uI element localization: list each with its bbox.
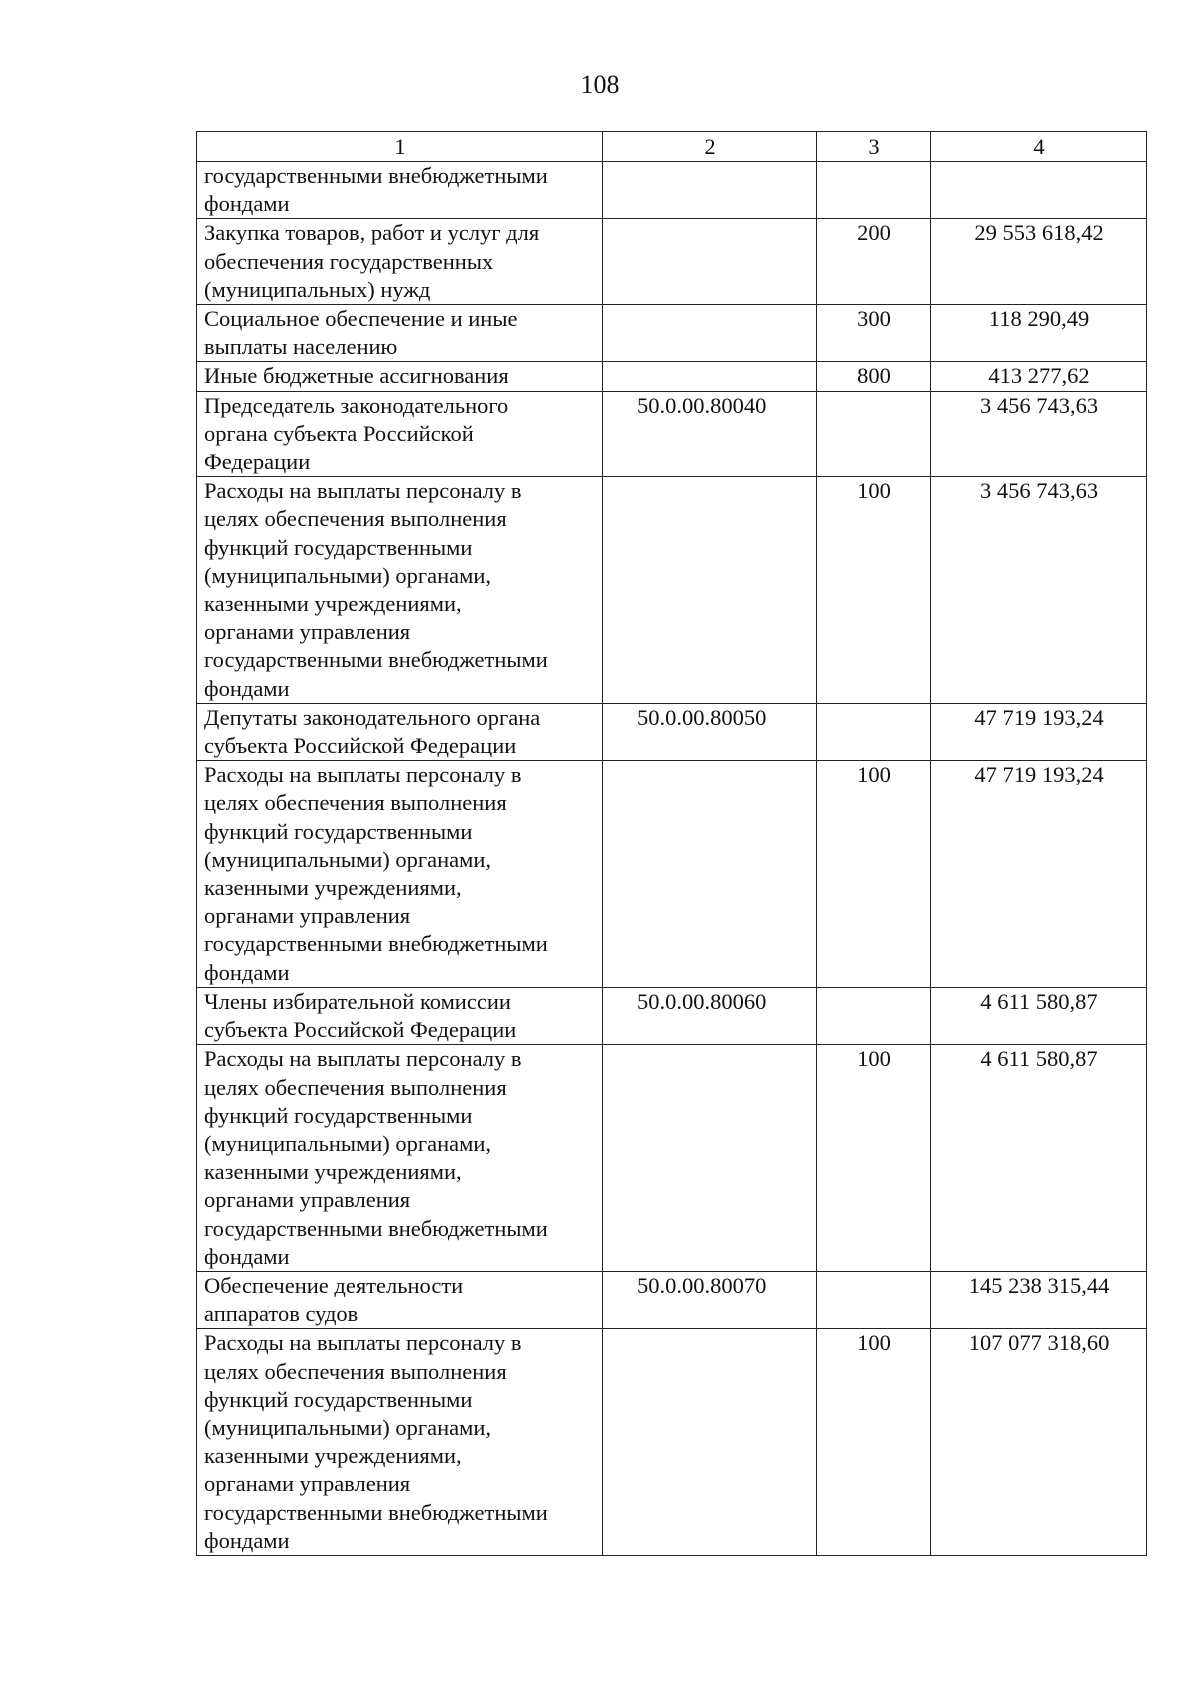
target-code-cell: [603, 219, 817, 305]
expense-type-cell: 300: [817, 305, 931, 362]
table-row: [197, 391, 1147, 477]
amount-cell: 118 290,49: [931, 305, 1147, 362]
target-code-cell: [603, 362, 817, 391]
expense-name-cell: Социальное обеспечение и иные выплаты населению: [197, 305, 603, 362]
table-row: [197, 477, 1147, 704]
target-code-cell: 50.0.00.80070: [603, 1271, 817, 1328]
target-code-cell: 50.0.00.80040: [603, 391, 817, 477]
budget-table: [196, 131, 1147, 1556]
expense-name-cell: Расходы на выплаты персоналу в целях обеспечения выполнения функций государственными (муниципальными) органами, казенными учреждениями, органами управления государственными внебюджетными фондами: [197, 1329, 603, 1556]
expense-type-cell: [817, 1271, 931, 1328]
expense-type-cell: 100: [817, 761, 931, 988]
amount-cell: 47 719 193,24: [931, 761, 1147, 988]
expense-type-cell: [817, 391, 931, 477]
target-code-cell: [603, 1329, 817, 1556]
table-row: [197, 219, 1147, 305]
expense-name-cell: Расходы на выплаты персоналу в целях обеспечения выполнения функций государственными (муниципальными) органами, казенными учреждениями, органами управления государственными внебюджетными фондами: [197, 477, 603, 704]
expense-type-cell: [817, 703, 931, 760]
expense-name-cell: государственными внебюджетными фондами: [197, 162, 603, 219]
expense-type-cell: 100: [817, 1045, 931, 1272]
target-code-cell: [603, 305, 817, 362]
column-header-1: 1: [197, 132, 603, 162]
amount-cell: [931, 162, 1147, 219]
expense-name-cell: Председатель законодательного органа субъекта Российской Федерации: [197, 391, 603, 477]
expense-name-cell: Обеспечение деятельности аппаратов судов: [197, 1271, 603, 1328]
table-row: [197, 987, 1147, 1044]
table-row: [197, 1045, 1147, 1272]
amount-cell: 4 611 580,87: [931, 1045, 1147, 1272]
expense-type-cell: 100: [817, 477, 931, 704]
expense-type-cell: [817, 987, 931, 1044]
target-code-cell: 50.0.00.80060: [603, 987, 817, 1044]
table-row: [197, 1329, 1147, 1556]
header-row: [197, 132, 1147, 162]
column-header-2: 2: [603, 132, 817, 162]
amount-cell: 107 077 318,60: [931, 1329, 1147, 1556]
expense-name-cell: Члены избирательной комиссии субъекта Российской Федерации: [197, 987, 603, 1044]
expense-type-cell: 100: [817, 1329, 931, 1556]
table-row: [197, 703, 1147, 760]
table-header: [197, 132, 1147, 162]
table-row: [197, 305, 1147, 362]
amount-cell: 3 456 743,63: [931, 477, 1147, 704]
amount-cell: 29 553 618,42: [931, 219, 1147, 305]
expense-name-cell: Иные бюджетные ассигнования: [197, 362, 603, 391]
amount-cell: 145 238 315,44: [931, 1271, 1147, 1328]
amount-cell: 3 456 743,63: [931, 391, 1147, 477]
expense-type-cell: 200: [817, 219, 931, 305]
table-row: [197, 162, 1147, 219]
target-code-cell: [603, 477, 817, 704]
expense-type-cell: [817, 162, 931, 219]
expense-name-cell: Расходы на выплаты персоналу в целях обеспечения выполнения функций государственными (муниципальными) органами, казенными учреждениями, органами управления государственными внебюджетными фондами: [197, 761, 603, 988]
expense-name-cell: Закупка товаров, работ и услуг для обеспечения государственных (муниципальных) нужд: [197, 219, 603, 305]
column-header-4: 4: [931, 132, 1147, 162]
expense-name-cell: Расходы на выплаты персоналу в целях обеспечения выполнения функций государственными (муниципальными) органами, казенными учреждениями, органами управления государственными внебюджетными фондами: [197, 1045, 603, 1272]
target-code-cell: [603, 1045, 817, 1272]
table-row: [197, 1271, 1147, 1328]
target-code-cell: 50.0.00.80050: [603, 703, 817, 760]
column-header-3: 3: [817, 132, 931, 162]
expense-type-cell: 800: [817, 362, 931, 391]
amount-cell: 4 611 580,87: [931, 987, 1147, 1044]
target-code-cell: [603, 761, 817, 988]
expense-name-cell: Депутаты законодательного органа субъекта Российской Федерации: [197, 703, 603, 760]
page-number: 108: [580, 70, 620, 99]
amount-cell: 47 719 193,24: [931, 703, 1147, 760]
table-row: [197, 362, 1147, 391]
table-row: [197, 761, 1147, 988]
target-code-cell: [603, 162, 817, 219]
amount-cell: 413 277,62: [931, 362, 1147, 391]
table-body: [197, 162, 1147, 1556]
